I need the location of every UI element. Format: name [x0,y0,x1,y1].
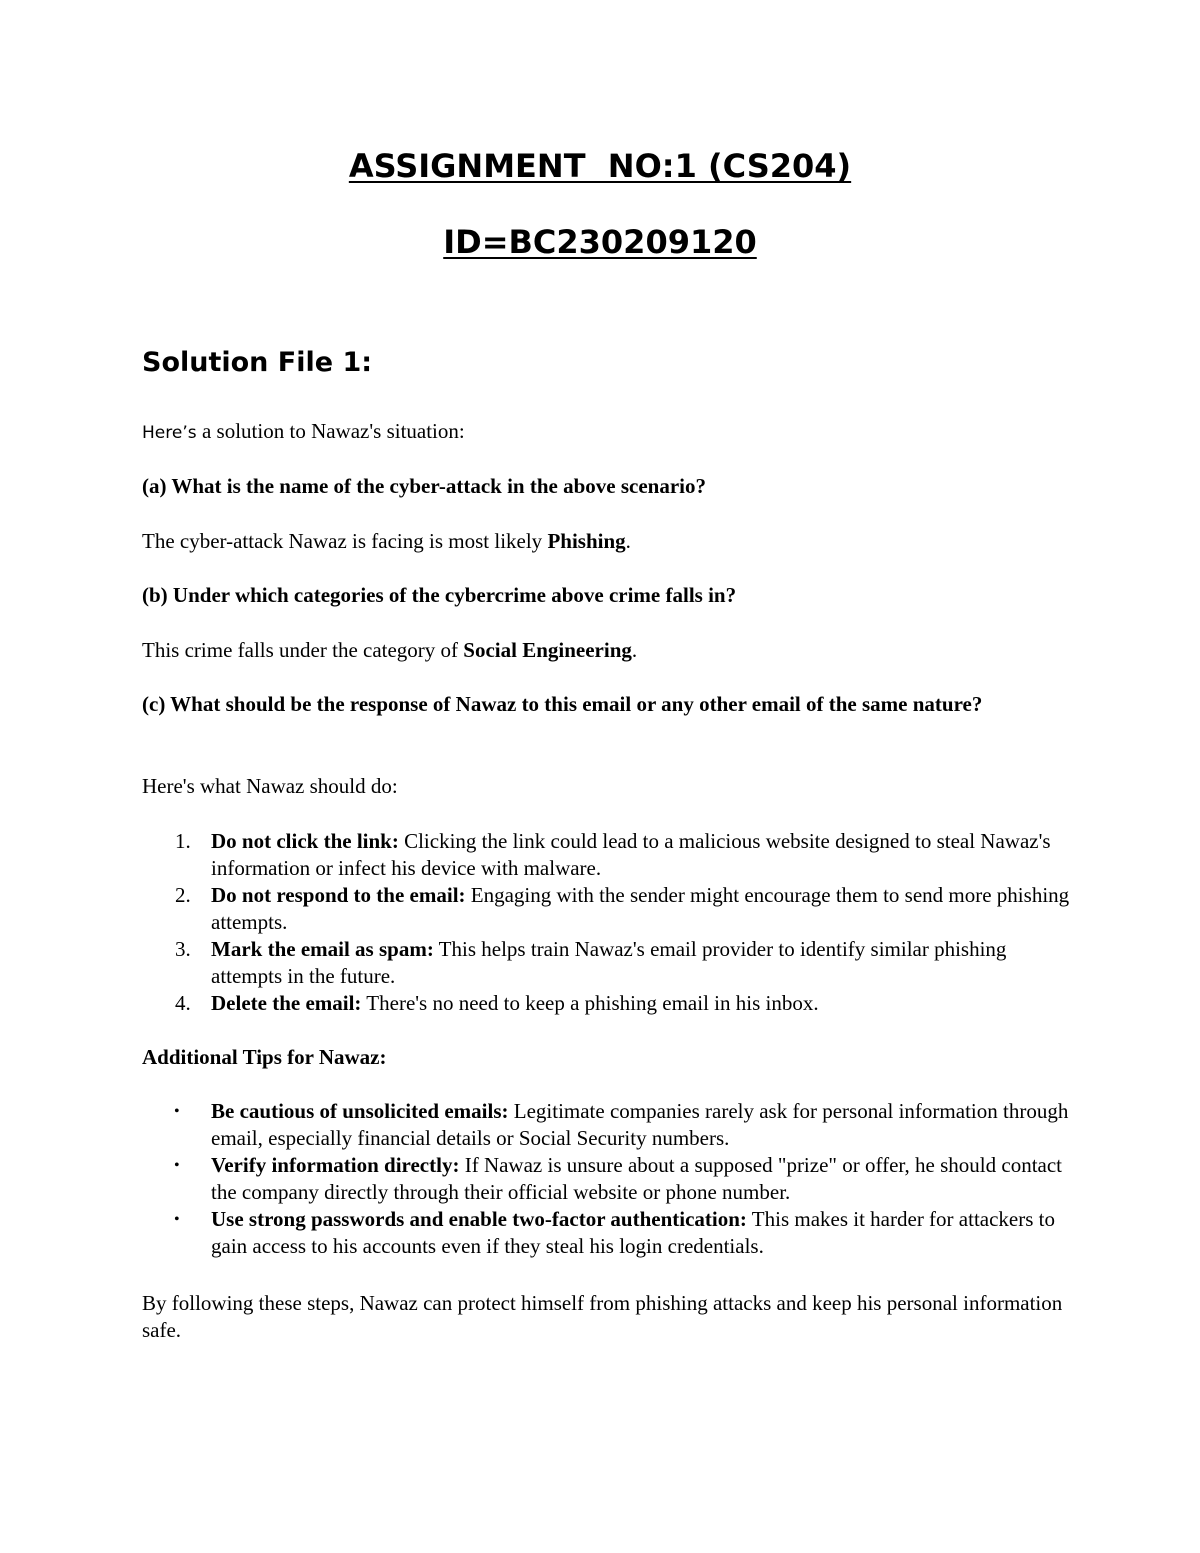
list-item [142,936,1072,990]
tip-text: If Nawaz is unsure about a supposed "prize" or offer, he should contact the company directly through their official website or phone number. [211,1153,1063,1204]
student-id: ID=BC230209120 [443,223,757,261]
list-number: 2. [175,883,191,907]
assignment-title: ASSIGNMENT NO:1 (CS204) [348,147,852,185]
answer-c [142,773,1072,800]
question-c-text: (c) What should be the response of Nawaz to this email or any other email of the same nature? [142,692,983,716]
step-text: Clicking the link could lead to a malicious website designed to steal Nawaz's information or infect his device with malware. [211,829,1051,880]
conclusion-paragraph: By following these steps, Nawaz can protect himself from phishing attacks and keep his personal information safe. [142,1291,1063,1342]
list-item [142,990,1072,1017]
answer-a-suffix: . [625,529,631,553]
answer-a [142,528,1072,555]
answer-b-bold: Social Engineering [463,638,632,662]
answer-a-prefix: The cyber-attack Nawaz is facing is most likely [142,529,548,553]
intro-text: a solution to Nawaz's situation: [201,419,465,443]
answer-b-suffix: . [631,638,638,662]
list-number: 4. [175,991,191,1015]
list-item [142,828,1072,882]
section-title: Solution File 1: [142,347,373,378]
step-title: Do not respond to the email: [211,883,466,907]
intro-paragraph [142,418,1072,447]
list-item [142,1206,1072,1260]
bullet-icon: • [174,1211,180,1228]
question-a-text: (a) What is the name of the cyber-attack in the above scenario? [142,474,707,498]
question-c [142,691,1022,718]
tips-heading-text: Additional Tips for Nawaz: [142,1045,387,1069]
answer-c-prefix: Here's what Nawaz should do: [142,774,398,798]
tip-title: Use strong passwords and enable two-factor authentication: [211,1207,747,1231]
response-steps-list [142,828,1072,1017]
step-text: Engaging with the sender might encourage them to send more phishing attempts. [211,883,1070,934]
list-item [142,1152,1072,1206]
list-number: 3. [175,937,191,961]
bullet-icon: • [174,1103,180,1120]
tip-text: Legitimate companies rarely ask for personal information through email, especially financial details or Social Security numbers. [211,1099,1069,1150]
answer-b [142,637,1072,664]
list-item [142,1098,1072,1152]
step-title: Do not click the link: [211,829,399,853]
answer-b-prefix: This crime falls under the category of [142,638,464,662]
step-title: Delete the email: [211,991,362,1015]
tip-text: This makes it harder for attackers to gain access to his accounts even if they steal his login credentials. [211,1207,1055,1258]
question-a [142,473,1072,500]
step-text: There's no need to keep a phishing email in his inbox. [361,991,819,1015]
question-b [142,582,1072,609]
bullet-icon: • [174,1157,180,1174]
step-text: This helps train Nawaz's email provider to identify similar phishing attempts in the future. [211,937,1007,988]
intro-prefix: Here’s [142,423,202,443]
list-item [142,882,1072,936]
answer-a-bold: Phishing [547,529,626,553]
tip-title: Be cautious of unsolicited emails: [211,1099,509,1123]
question-b-text: (b) Under which categories of the cybercrime above crime falls in? [142,583,737,607]
tips-heading [142,1044,1072,1071]
step-title: Mark the email as spam: [211,937,434,961]
tip-title: Verify information directly: [211,1153,460,1177]
list-number: 1. [175,829,191,853]
tips-list [142,1098,1072,1260]
